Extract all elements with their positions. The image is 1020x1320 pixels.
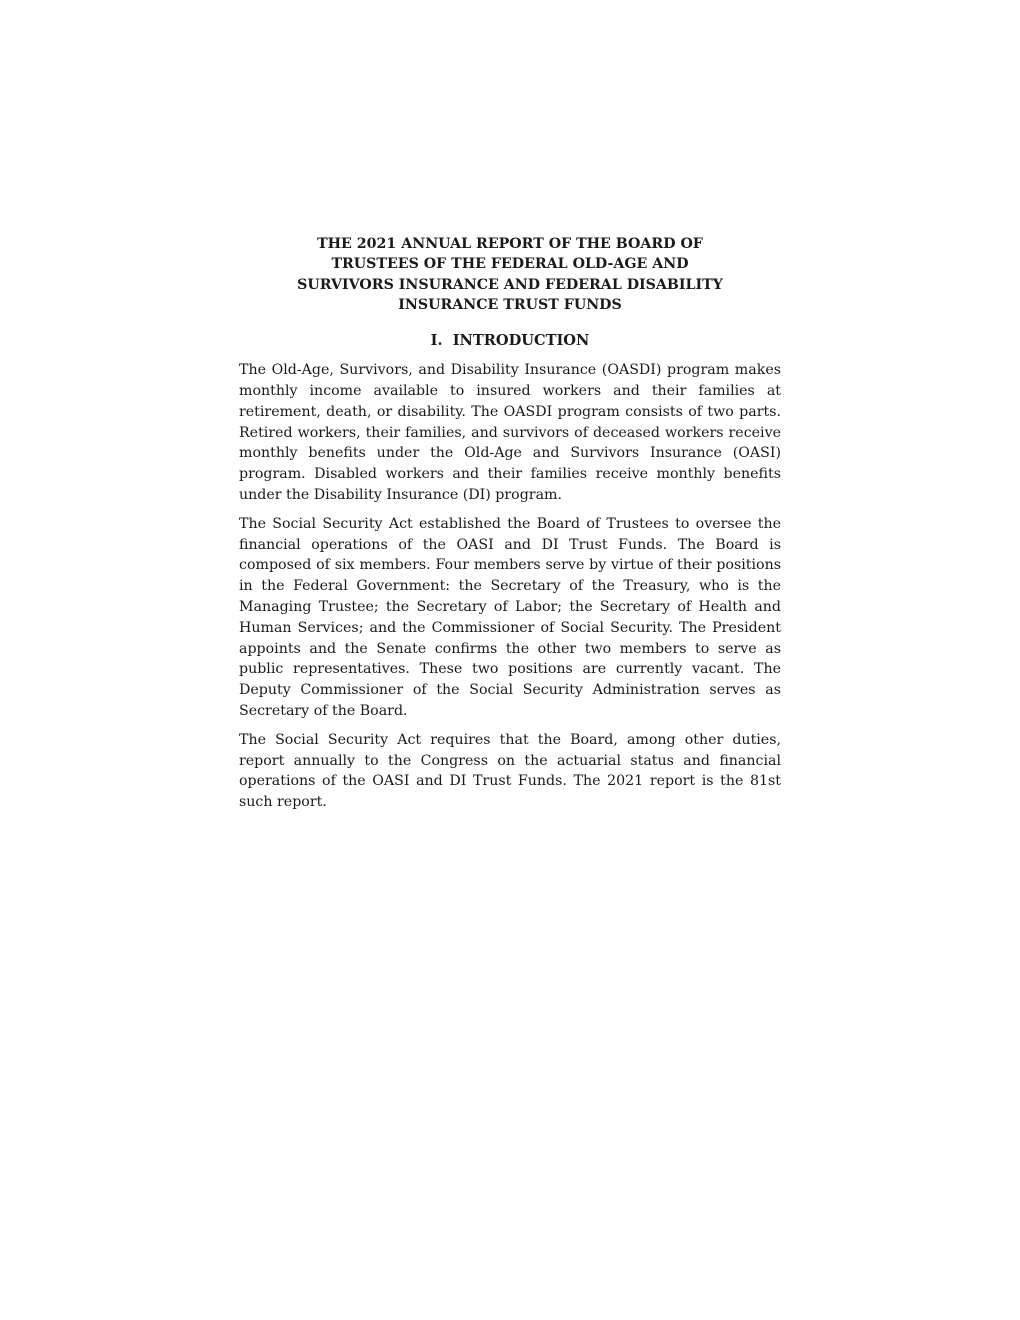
report-title-line: SURVIVORS INSURANCE AND FEDERAL DISABILITY bbox=[297, 276, 723, 293]
report-title-line: INSURANCE TRUST FUNDS bbox=[398, 296, 622, 313]
report-title-line: TRUSTEES OF THE FEDERAL OLD-AGE AND bbox=[331, 256, 689, 273]
document-page bbox=[239, 234, 781, 813]
paragraph-board-of-trustees: The Social Security Act established the Board of Trustees to oversee the financial operations of the OASI and DI Trust Funds. The Board is composed of six members. Four members serve by virtue of their positions in the Federal Government: the Secretary of the Treasury, who is the Managing Trustee; the Secretary of Labor; the Secretary of Health and Human Services; and the Commissioner of Social Security. The President appoints and the Senate confirms the other two members to serve as public representatives. These two positions are currently vacant. The Deputy Commissioner of the Social Security Administration serves as Secretary of the Board. bbox=[239, 515, 781, 719]
report-title bbox=[239, 234, 781, 315]
report-title-line: THE 2021 ANNUAL REPORT OF THE BOARD OF bbox=[317, 236, 703, 252]
paragraph-oasdi-program: The Old-Age, Survivors, and Disability Insurance (OASDI) program makes monthly income available to insured workers and their families at retirement, death, or disability. The OASDI program consists of two parts. Retired workers, their families, and survivors of deceased workers receive monthly benefits under the Old-Age and Survivors Insurance (OASI) program. Disabled workers and their families receive monthly benefits under the Disability Insurance (DI) program. bbox=[239, 362, 781, 503]
paragraph-annual-report: The Social Security Act requires that the Board, among other duties, report annually to the Congress on the actuarial status and financial operations of the OASI and DI Trust Funds. The 2021 report is the 81st such report. bbox=[239, 731, 781, 811]
section-heading-introduction: I. INTRODUCTION bbox=[430, 332, 590, 350]
